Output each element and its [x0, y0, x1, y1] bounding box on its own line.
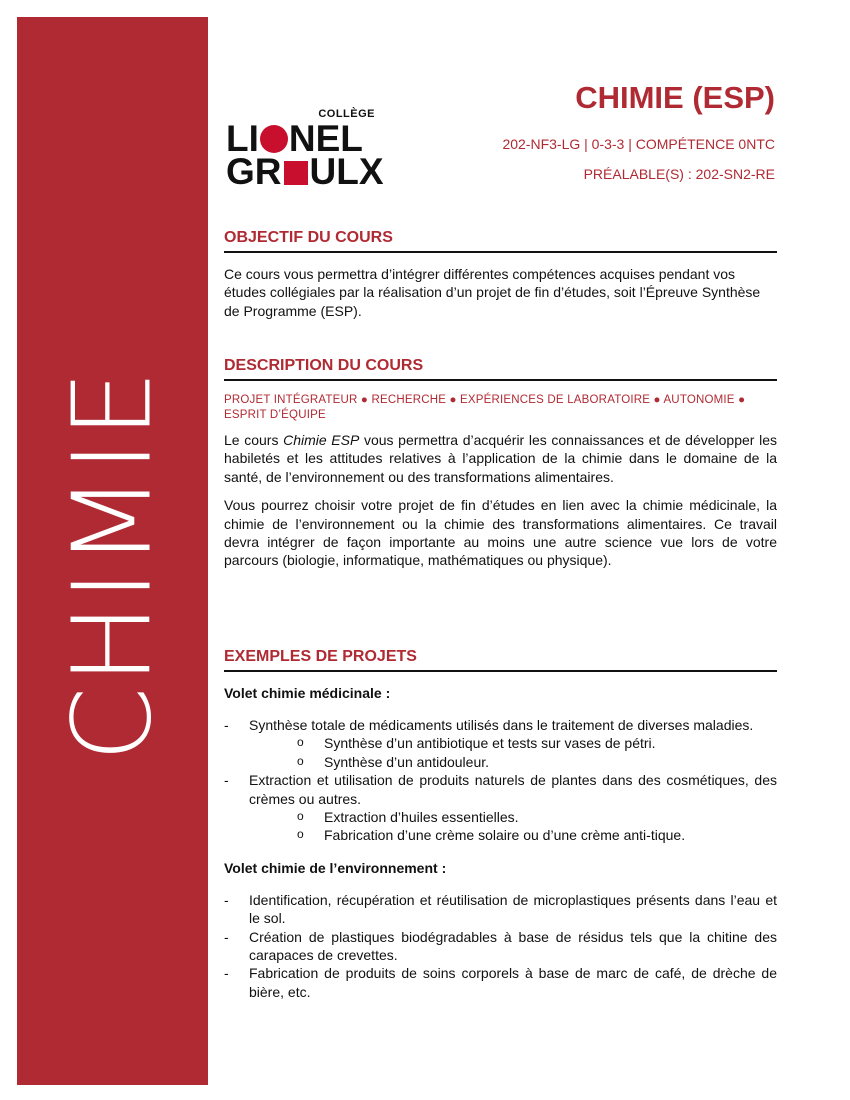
volet-environnement-list	[224, 891, 777, 1001]
exemples-heading: EXEMPLES DE PROJETS	[224, 647, 777, 672]
course-title: CHIMIE (ESP)	[575, 80, 775, 115]
list-item: - Extraction et utilisation de produits naturels de plantes dans des cosmétiques, des crèmes ou autres. o Extraction d’huiles essentielles. o Fabrication d’une crème solaire ou d’une crème anti-tique.	[224, 771, 777, 845]
sub-list-item: o Synthèse d’un antidouleur.	[249, 753, 777, 771]
volet-environnement-title: Volet chimie de l’environnement :	[224, 859, 447, 876]
logo-circle-icon	[260, 125, 288, 153]
sidebar-title: CHIMIE	[50, 368, 175, 762]
section-objectif	[224, 228, 777, 320]
description-paragraph-1: Le cours Chimie ESP vous permettra d’acquérir les connaissances et de développer les habiletés et les attitudes relatives à l’application de la chimie dans le domaine de la santé, de l’environnement ou des transformations alimentaires.	[224, 432, 777, 485]
volet-medicinale-title: Volet chimie médicinale :	[224, 685, 391, 701]
volet-medicinale-list	[224, 716, 777, 845]
logo-line-lionel: LI NEL	[226, 118, 363, 159]
logo-square-icon	[284, 161, 308, 185]
prerequisite-line: PRÉALABLE(S) : 202-SN2-RE	[583, 166, 775, 182]
sub-list	[249, 808, 777, 845]
sidebar-band	[17, 17, 208, 1085]
section-description	[224, 356, 777, 570]
logo-line-groulx: GR ULX	[226, 151, 384, 192]
description-paragraph-2: Vous pourrez choisir votre projet de fin d’études en lien avec la chimie médicinale, la chimie de l’environnement ou la chimie des transformations alimentaires. Ce travail devra intégrer de façon importante au moins une autre science vue lors de votre parcours (biologie, informatique, mathématiques ou physique).	[224, 497, 777, 569]
description-keywords: PROJET INTÉGRATEUR ● RECHERCHE ● EXPÉRIENCES DE LABORATOIRE ● AUTONOMIE ● ESPRIT D’ÉQUIPE	[224, 394, 746, 421]
objectif-heading: OBJECTIF DU COURS	[224, 228, 777, 253]
sub-list-item: o Extraction d’huiles essentielles.	[249, 808, 777, 826]
list-item: - Fabrication de produits de soins corporels à base de marc de café, de drèche de bière, etc.	[224, 964, 777, 1001]
objectif-text: Ce cours vous permettra d’intégrer différentes compétences acquises pendant vos études collégiales par la réalisation d’un projet de fin d’études, soit l’Épreuve Synthèse de Programme (ESP).	[224, 266, 761, 319]
list-item: - Identification, récupération et réutilisation de microplastiques présents dans l’eau et le sol.	[224, 891, 777, 928]
sub-list	[249, 734, 777, 771]
logo-college-label: COLLÈGE	[318, 108, 375, 120]
list-item: - Synthèse totale de médicaments utilisés dans le traitement de diverses maladies. o Synthèse d’un antibiotique et tests sur vases de pétri. o Synthèse d’un antidouleur.	[224, 716, 777, 771]
sub-list-item: o Fabrication d’une crème solaire ou d’une crème anti-tique.	[249, 826, 777, 844]
section-exemples	[224, 647, 777, 1001]
sub-list-item: o Synthèse d’un antibiotique et tests sur vases de pétri.	[249, 734, 777, 752]
list-item: - Création de plastiques biodégradables à base de résidus tels que la chitine des carapaces de crevettes.	[224, 928, 777, 965]
college-logo	[224, 108, 389, 192]
description-heading: DESCRIPTION DU COURS	[224, 356, 777, 381]
course-code-line: 202-NF3-LG | 0-3-3 | COMPÉTENCE 0NTC	[502, 136, 775, 152]
